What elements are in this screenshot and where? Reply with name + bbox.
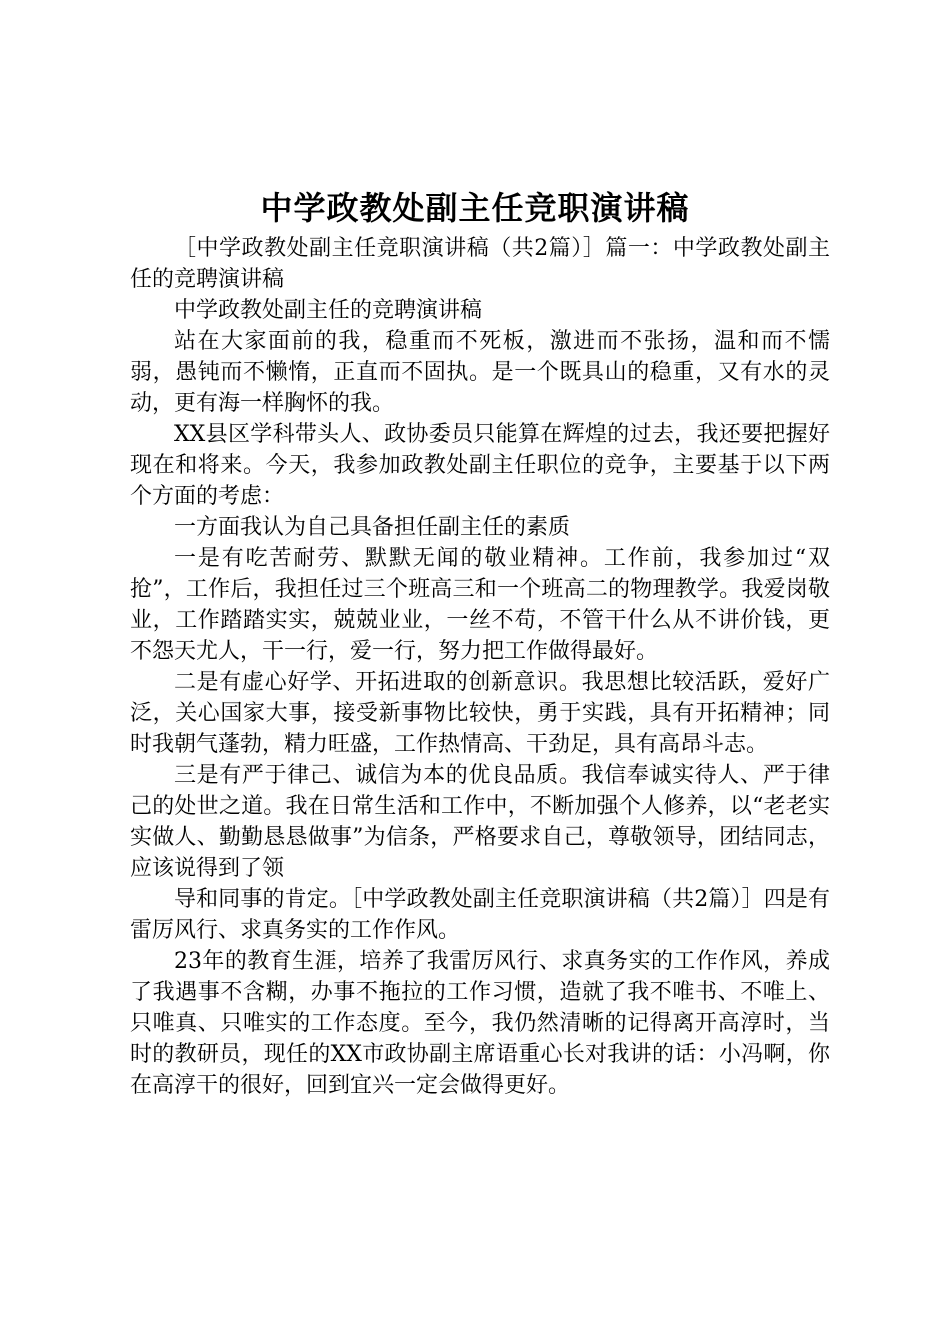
paragraph: 三是有严于律己、诚信为本的优良品质。我信奉诚实待人、严于律己的处世之道。我在日常生活和工作中，不断加强个人修养，以“老老实实做人、勤勤恳恳做事”为信条，严格要求自己，尊敬领导，团结同志，应该说得到了领 — [130, 763, 830, 881]
paragraph: 二是有虚心好学、开拓进取的创新意识。我思想比较活跃，爱好广泛，关心国家大事，接受新事物比较快，勇于实践，具有开拓精神；同时我朝气蓬勃，精力旺盛，工作热情高、干劲足，具有高昂斗志。 — [130, 670, 830, 757]
document-title: 中学政教处副主任竞职演讲稿 — [260, 189, 690, 227]
paragraph: 一是有吃苦耐劳、默默无闻的敬业精神。工作前，我参加过“双抢”，工作后，我担任过三个班高三和一个班高二的物理教学。我爱岗敬业，工作踏踏实实，兢兢业业，一丝不苟，不管干什么从不讲价钱，更不怨天尤人，干一行，爱一行，努力把工作做得最好。 — [130, 546, 830, 664]
paragraph: ［中学政教处副主任竞职演讲稿（共2篇）］篇一：中学政教处副主任的竞聘演讲稿 — [130, 236, 830, 292]
paragraph: 一方面我认为自己具备担任副主任的素质 — [174, 515, 571, 540]
paragraph: 23年的教育生涯，培养了我雷厉风行、求真务实的工作作风，养成了我遇事不含糊，办事不拖拉的工作习惯，造就了我不唯书、不唯上、只唯真、只唯实的工作态度。至今，我仍然清晰的记得离开高淳时，当时的教研员，现任的XX市政协副主席语重心长对我讲的话：小冯啊，你在高淳干的很好，回到宜兴一定会做得更好。 — [130, 949, 830, 1098]
paragraph: 站在大家面前的我，稳重而不死板，激进而不张扬，温和而不懦弱，愚钝而不懒惰，正直而不固执。是一个既具山的稳重，又有水的灵动，更有海一样胸怀的我。 — [130, 329, 830, 416]
paragraph: 导和同事的肯定。［中学政教处副主任竞职演讲稿（共2篇）］四是有雷厉风行、求真务实的工作作风。 — [130, 887, 830, 943]
paragraph: 中学政教处副主任的竞聘演讲稿 — [174, 298, 483, 323]
paragraph: XX县区学科带头人、政协委员只能算在辉煌的过去，我还要把握好现在和将来。今天，我参加政教处副主任职位的竞争，主要基于以下两个方面的考虑： — [130, 422, 830, 509]
document-body — [130, 233, 830, 1101]
